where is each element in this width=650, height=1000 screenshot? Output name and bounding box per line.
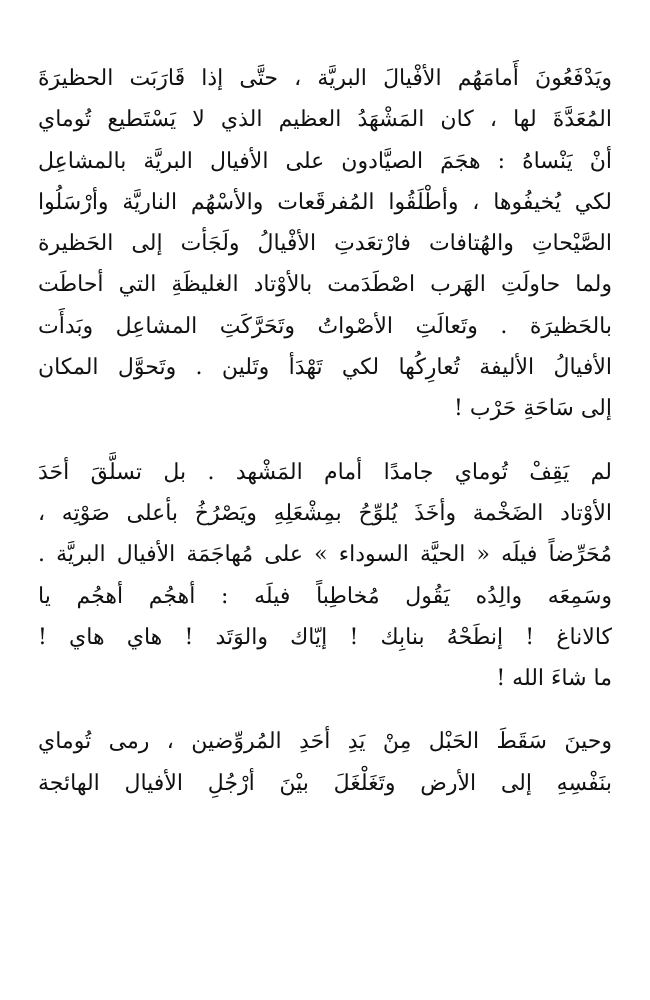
text-line: الصَّيْحاتِ والهُتافات فارْتعَدتِ الأفْيالُ ولَجَأت إلى الحَظيرة <box>38 231 612 257</box>
text-line: أنْ يَنْساهُ : هجَمَ الصيَّادون على الأفيال البريَّة بالمشاعِل <box>38 148 612 174</box>
paragraph-2 <box>38 452 612 700</box>
text-line: لكي يُخيفُوها ، وأطْلَقُوا المُفرقَعات والأسْهُم الناريَّة وأرْسَلُوا <box>38 189 612 215</box>
text-line: الأوْتاد الضَخْمة وأخَذَ يُلوِّحُ بمِشْعَلِهِ ويَصْرُخُ بأعلى صَوْتِه ، <box>38 500 612 526</box>
text-line: ويَدْفَعُونَ أَمامَهُم الأفْيالَ البريَّة ، حتَّى إذا قَارَبَت الحظيرَةَ <box>38 66 612 91</box>
text-line: وحينَ سَقَطَ الحَبْل مِنْ يَدِ أحَدِ المُروِّضين ، رمى تُوماي <box>38 729 612 755</box>
text-line: ولما حاولَتِ الهَرب اصْطَدَمت بالأوْتاد الغليظَةِ التي أحاطَت <box>38 272 612 298</box>
text-line: لم يَقِفْ تُوماي جامدًا أمام المَشْهد . بل تسلَّقَ أحَدَ <box>38 459 612 485</box>
document-page <box>38 58 612 826</box>
text-line: إلى سَاحَةِ حَرْب ! <box>454 396 612 422</box>
text-line: كالاناغ ! إنطَحْهُ بنابِك ! إيّاك والوَتَد ! هاي هاي ! <box>38 624 612 650</box>
text-line: وسَمِعَه والِدُه يَقُول مُخاطِباً فيلَه : أهجُم أهجُم يا <box>38 583 612 609</box>
text-line: بالحَظيرَة . وتَعالَتِ الأصْواتُ وتَحَرَّكَتِ المشاعِل وبَدأَت <box>38 313 612 339</box>
text-line: المُعَدَّةَ لها ، كان المَشْهَدُ العظيم الذي لا يَسْتَطيع تُوماي <box>38 107 612 133</box>
text-line: بنَفْسِهِ إلى الأرض وتَغَلْغَلَ بيْنَ أرْجُلِ الأفيال الهائجة <box>38 770 612 796</box>
text-line: مُحَرِّضاً فيلَه « الحيَّة السوداء » على مُهاجَمَة الأفيال البريَّة . <box>38 542 612 568</box>
text-line: الأفيالُ الأليفة تُعارِكُها لكي تَهْدَأ وتَلين . وتَحوَّل المكان <box>38 355 612 381</box>
paragraph-1 <box>38 58 612 430</box>
paragraph-3 <box>38 721 612 804</box>
text-line: ما شاءَ الله ! <box>496 666 612 692</box>
